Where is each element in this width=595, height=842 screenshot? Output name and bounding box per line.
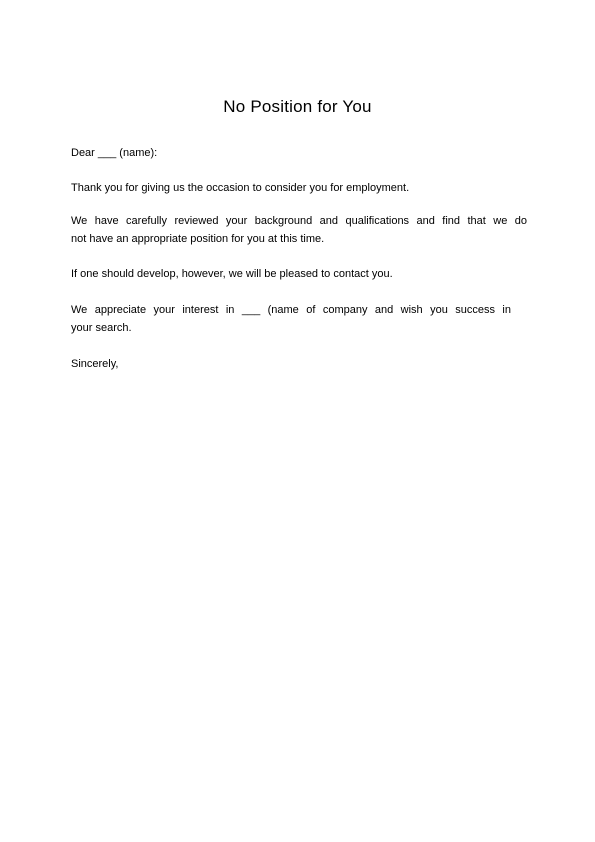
paragraph-line: Thank you for giving us the occasion to consider you for employment.: [71, 182, 410, 194]
paragraph-line: your search.: [71, 322, 132, 334]
closing: Sincerely,: [71, 358, 119, 370]
salutation: Dear ___ (name):: [71, 147, 158, 159]
paragraph-line: not have an appropriate position for you at this time.: [71, 233, 325, 245]
paragraph-review: [71, 212, 527, 248]
paragraph-line: We appreciate your interest in ___ (name of company and wish you success in: [71, 304, 511, 316]
paragraph-develop: [71, 265, 527, 283]
paragraph-line: We have carefully reviewed your background and qualifications and find that we do: [71, 215, 527, 227]
paragraph-line: If one should develop, however, we will be pleased to contact you.: [71, 268, 393, 280]
paragraph-appreciate: [71, 301, 511, 337]
document-title: No Position for You: [223, 97, 372, 116]
paragraph-thanks: [71, 179, 527, 197]
